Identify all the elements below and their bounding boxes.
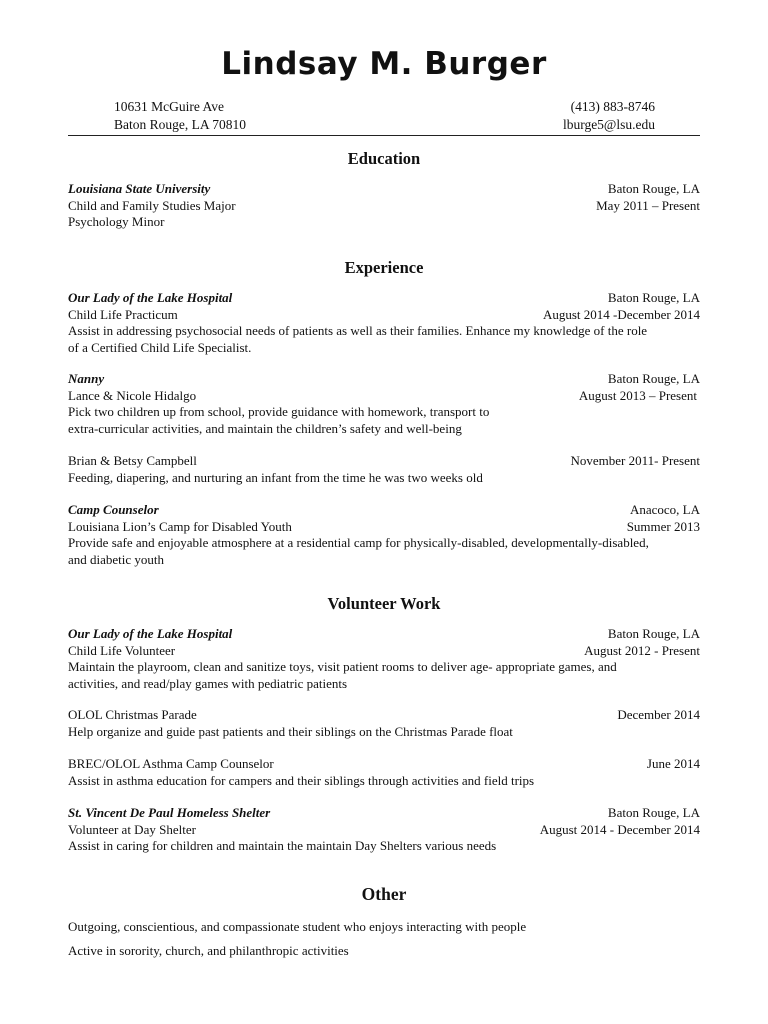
volunteer-hospital-org: Our Lady of the Lake Hospital — [68, 626, 233, 641]
address-line-2: Baton Rouge, LA 70810 — [114, 117, 246, 132]
education-org-row — [68, 181, 700, 198]
email-address: lburge5@lsu.edu — [562, 117, 655, 132]
experience-section — [68, 257, 700, 568]
experience-hospital-role: Child Life Practicum — [68, 306, 178, 322]
volunteer-asthma-desc: Assist in asthma education for campers and their siblings through activities and field trips — [68, 772, 535, 788]
other-section — [68, 883, 700, 959]
experience-nanny-family-1-desc-2: extra-curricular activities, and maintain the children’s safety and well-being — [68, 420, 462, 436]
experience-nanny-family-2-dates: November 2011- Present — [570, 453, 700, 468]
other-heading: Other — [361, 884, 407, 904]
volunteer-shelter-desc: Assist in caring for children and maintain the maintain Day Shelters various needs — [68, 838, 497, 853]
experience-entry-camp — [68, 502, 700, 568]
phone-number: (413) 883-8746 — [570, 99, 655, 114]
experience-camp-org: Camp Counselor — [68, 502, 159, 517]
other-line-2: Active in sorority, church, and philanthropic activities — [68, 942, 349, 958]
experience-nanny-family-2: Brian & Betsy Campbell — [68, 453, 197, 468]
experience-hospital-desc-1: Assist in addressing psychosocial needs of patients as well as their families. Enhance my knowledge of the role — [68, 323, 648, 338]
volunteer-parade-role: OLOL Christmas Parade — [68, 707, 197, 722]
education-major: Child and Family Studies Major — [68, 197, 236, 213]
volunteer-entry-parade — [68, 707, 700, 740]
contact-block — [563, 98, 655, 134]
volunteer-hospital-role: Child Life Volunteer — [68, 642, 176, 658]
experience-nanny-family-1: Lance & Nicole Hidalgo — [68, 387, 197, 403]
education-heading: Education — [347, 149, 421, 168]
volunteer-shelter-org: St. Vincent De Paul Homeless Shelter — [68, 805, 271, 820]
experience-nanny-org: Nanny — [68, 371, 105, 386]
education-major-row — [68, 198, 700, 215]
volunteer-section — [68, 593, 700, 855]
experience-camp-dates: Summer 2013 — [626, 518, 700, 534]
education-location: Baton Rouge, LA — [607, 181, 700, 196]
experience-hospital-org: Our Lady of the Lake Hospital — [68, 290, 233, 305]
experience-nanny-location: Baton Rouge, LA — [607, 371, 700, 386]
experience-nanny-family-2-desc: Feeding, diapering, and nurturing an infant from the time he was two weeks old — [68, 469, 483, 485]
experience-entry-hospital — [68, 290, 700, 356]
volunteer-hospital-desc-1: Maintain the playroom, clean and sanitize toys, visit patient rooms to deliver age- appropriate games, and — [68, 659, 617, 674]
education-dates: May 2011 – Present — [596, 197, 700, 213]
experience-camp-desc-2: and diabetic youth — [68, 551, 165, 567]
volunteer-entry-asthma — [68, 756, 700, 789]
other-line-1: Outgoing, conscientious, and compassionate student who enjoys interacting with people — [68, 919, 527, 934]
experience-heading: Experience — [344, 258, 424, 277]
experience-entry-nanny — [68, 371, 700, 486]
volunteer-heading: Volunteer Work — [327, 594, 441, 613]
volunteer-entry-shelter — [68, 805, 700, 855]
experience-nanny-family-1-desc-1: Pick two children up from school, provide guidance with homework, transport to — [68, 404, 490, 419]
experience-camp-location: Anacoco, LA — [629, 502, 700, 517]
experience-nanny-family-1-dates: August 2013 – Present — [578, 387, 697, 403]
volunteer-shelter-dates: August 2014 - December 2014 — [539, 821, 700, 837]
education-minor: Psychology Minor — [68, 214, 165, 229]
experience-hospital-desc-2: of a Certified Child Life Specialist. — [68, 339, 252, 355]
applicant-name: Lindsay M. Burger — [221, 46, 547, 82]
header-divider — [68, 135, 700, 136]
volunteer-shelter-location: Baton Rouge, LA — [607, 805, 700, 820]
volunteer-asthma-role: BREC/OLOL Asthma Camp Counselor — [68, 756, 274, 771]
volunteer-parade-dates: December 2014 — [617, 707, 700, 722]
education-minor-row — [68, 214, 700, 231]
experience-hospital-location: Baton Rouge, LA — [607, 290, 700, 305]
volunteer-asthma-dates: June 2014 — [646, 756, 700, 771]
experience-camp-desc-1: Provide safe and enjoyable atmosphere at a residential camp for physically-disabled, developmentally-disabled, — [68, 535, 649, 550]
experience-hospital-dates: August 2014 -December 2014 — [542, 306, 700, 322]
volunteer-hospital-location: Baton Rouge, LA — [607, 626, 700, 641]
volunteer-parade-desc: Help organize and guide past patients and their siblings on the Christmas Parade float — [68, 723, 513, 739]
address-block — [114, 98, 246, 134]
volunteer-entry-hospital — [68, 626, 700, 692]
experience-camp-role: Louisiana Lion’s Camp for Disabled Youth — [68, 518, 292, 534]
volunteer-hospital-dates: August 2012 - Present — [584, 642, 700, 658]
education-org: Louisiana State University — [68, 181, 211, 196]
volunteer-shelter-role: Volunteer at Day Shelter — [68, 821, 196, 837]
education-section — [68, 148, 700, 231]
volunteer-hospital-desc-2: activities, and read/play games with pediatric patients — [68, 675, 348, 691]
address-line-1: 10631 McGuire Ave — [114, 99, 224, 114]
